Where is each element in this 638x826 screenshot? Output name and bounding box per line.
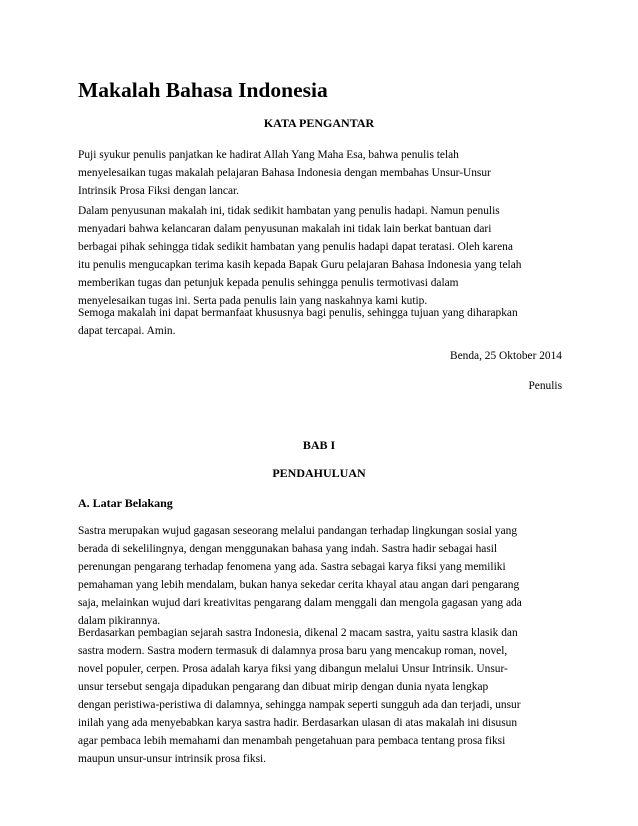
section-heading: A. Latar Belakang <box>78 496 173 510</box>
text-line: novel populer, cerpen. Prosa adalah karya fiksi yang dibangun melalui Unsur Intrinsik. Unsur- <box>78 663 508 675</box>
text-line: Intrinsik Prosa Fiksi dengan lancar. <box>78 185 240 197</box>
text-line: menyelesaikan tugas ini. Serta pada penulis lain yang naskahnya kami kutip. <box>78 295 428 307</box>
text-line: unsur tersebut sengaja dipadukan pengarang dan dibuat mirip dengan dunia nyata lengkap <box>78 681 489 693</box>
latar-belakang-paragraph-2 <box>78 624 578 768</box>
text-line: saja, melainkan wujud dari kreativitas pengarang dalam menggali dan mengola gagasan yang ada <box>78 597 522 609</box>
latar-belakang-paragraph-1 <box>78 522 578 630</box>
chapter-title: PENDAHULUAN <box>272 466 366 480</box>
text-line: Sastra merupakan wujud gagasan seseorang melalui pandangan terhadap lingkungan sosial yang <box>78 525 518 537</box>
text-line: sastra modern. Sastra modern termasuk di dalamnya prosa baru yang mencakup roman, novel, <box>78 645 508 657</box>
text-line: berbagai pihak sehingga tidak sedikit hambatan yang penulis hadapi dapat teratasi. Oleh karena <box>78 241 513 253</box>
text-line: dengan peristiwa-peristiwa di dalamnya, sehingga nampak seperti sungguh ada dan terjadi, unsur <box>78 699 521 711</box>
text-line: Berdasarkan pembagian sejarah sastra Indonesia, dikenal 2 macam sastra, yaitu sastra klasik dan <box>78 627 518 639</box>
text-line: itu penulis mengucapkan terima kasih kepada Bapak Guru pelajaran Bahasa Indonesia yang telah <box>78 259 522 271</box>
text-line: berada di sekelilingnya, dengan menggunakan bahasa yang indah. Sastra hadir sebagai hasil <box>78 543 498 555</box>
text-line: Puji syukur penulis panjatkan ke hadirat Allah Yang Maha Esa, bahwa penulis telah <box>78 149 459 161</box>
text-line: agar pembaca lebih memahami dan menambah pengetahuan para pembaca tentang prosa fiksi <box>78 735 506 747</box>
document-title: Makalah Bahasa Indonesia <box>78 78 328 102</box>
text-line: pemahaman yang lebih mendalam, bukan hanya sekedar cerita khayal atau angan dari pengarang <box>78 579 520 591</box>
kata-pengantar-paragraph-3 <box>78 304 578 340</box>
text-line: memberikan tugas dan petunjuk kepada penulis sehingga penulis termotivasi dalam <box>78 277 459 289</box>
text-line: menyelesaikan tugas makalah pelajaran Bahasa Indonesia dengan membahas Unsur-Unsur <box>78 167 491 179</box>
text-line: menyadari bahwa kelancaran dalam penyusunan makalah ini tidak lain berkat bantuan dari <box>78 223 492 235</box>
place-date: Benda, 25 Oktober 2014 <box>450 350 562 362</box>
text-line: inilah yang ada menyebabkan karya sastra hadir. Berdasarkan ulasan di atas makalah ini disusun <box>78 717 518 729</box>
signature: Penulis <box>528 380 562 392</box>
chapter-number: BAB I <box>302 438 336 452</box>
text-line: Semoga makalah ini dapat bermanfaat khususnya bagi penulis, sehingga tujuan yang diharapkan <box>78 307 518 319</box>
text-line: perenungan pengarang terhadap fenomena yang ada. Sastra sebagai karya fiksi yang memiliki <box>78 561 506 573</box>
text-line: maupun unsur-unsur intrinsik prosa fiksi. <box>78 753 267 765</box>
text-line: Dalam penyusunan makalah ini, tidak sedikit hambatan yang penulis hadapi. Namun penulis <box>78 205 500 217</box>
text-line: dalam pikirannya. <box>78 615 161 627</box>
kata-pengantar-paragraph-1 <box>78 146 578 200</box>
kata-pengantar-paragraph-2 <box>78 202 578 310</box>
text-line: dapat tercapai. Amin. <box>78 325 176 337</box>
kata-pengantar-heading: KATA PENGANTAR <box>263 116 375 130</box>
